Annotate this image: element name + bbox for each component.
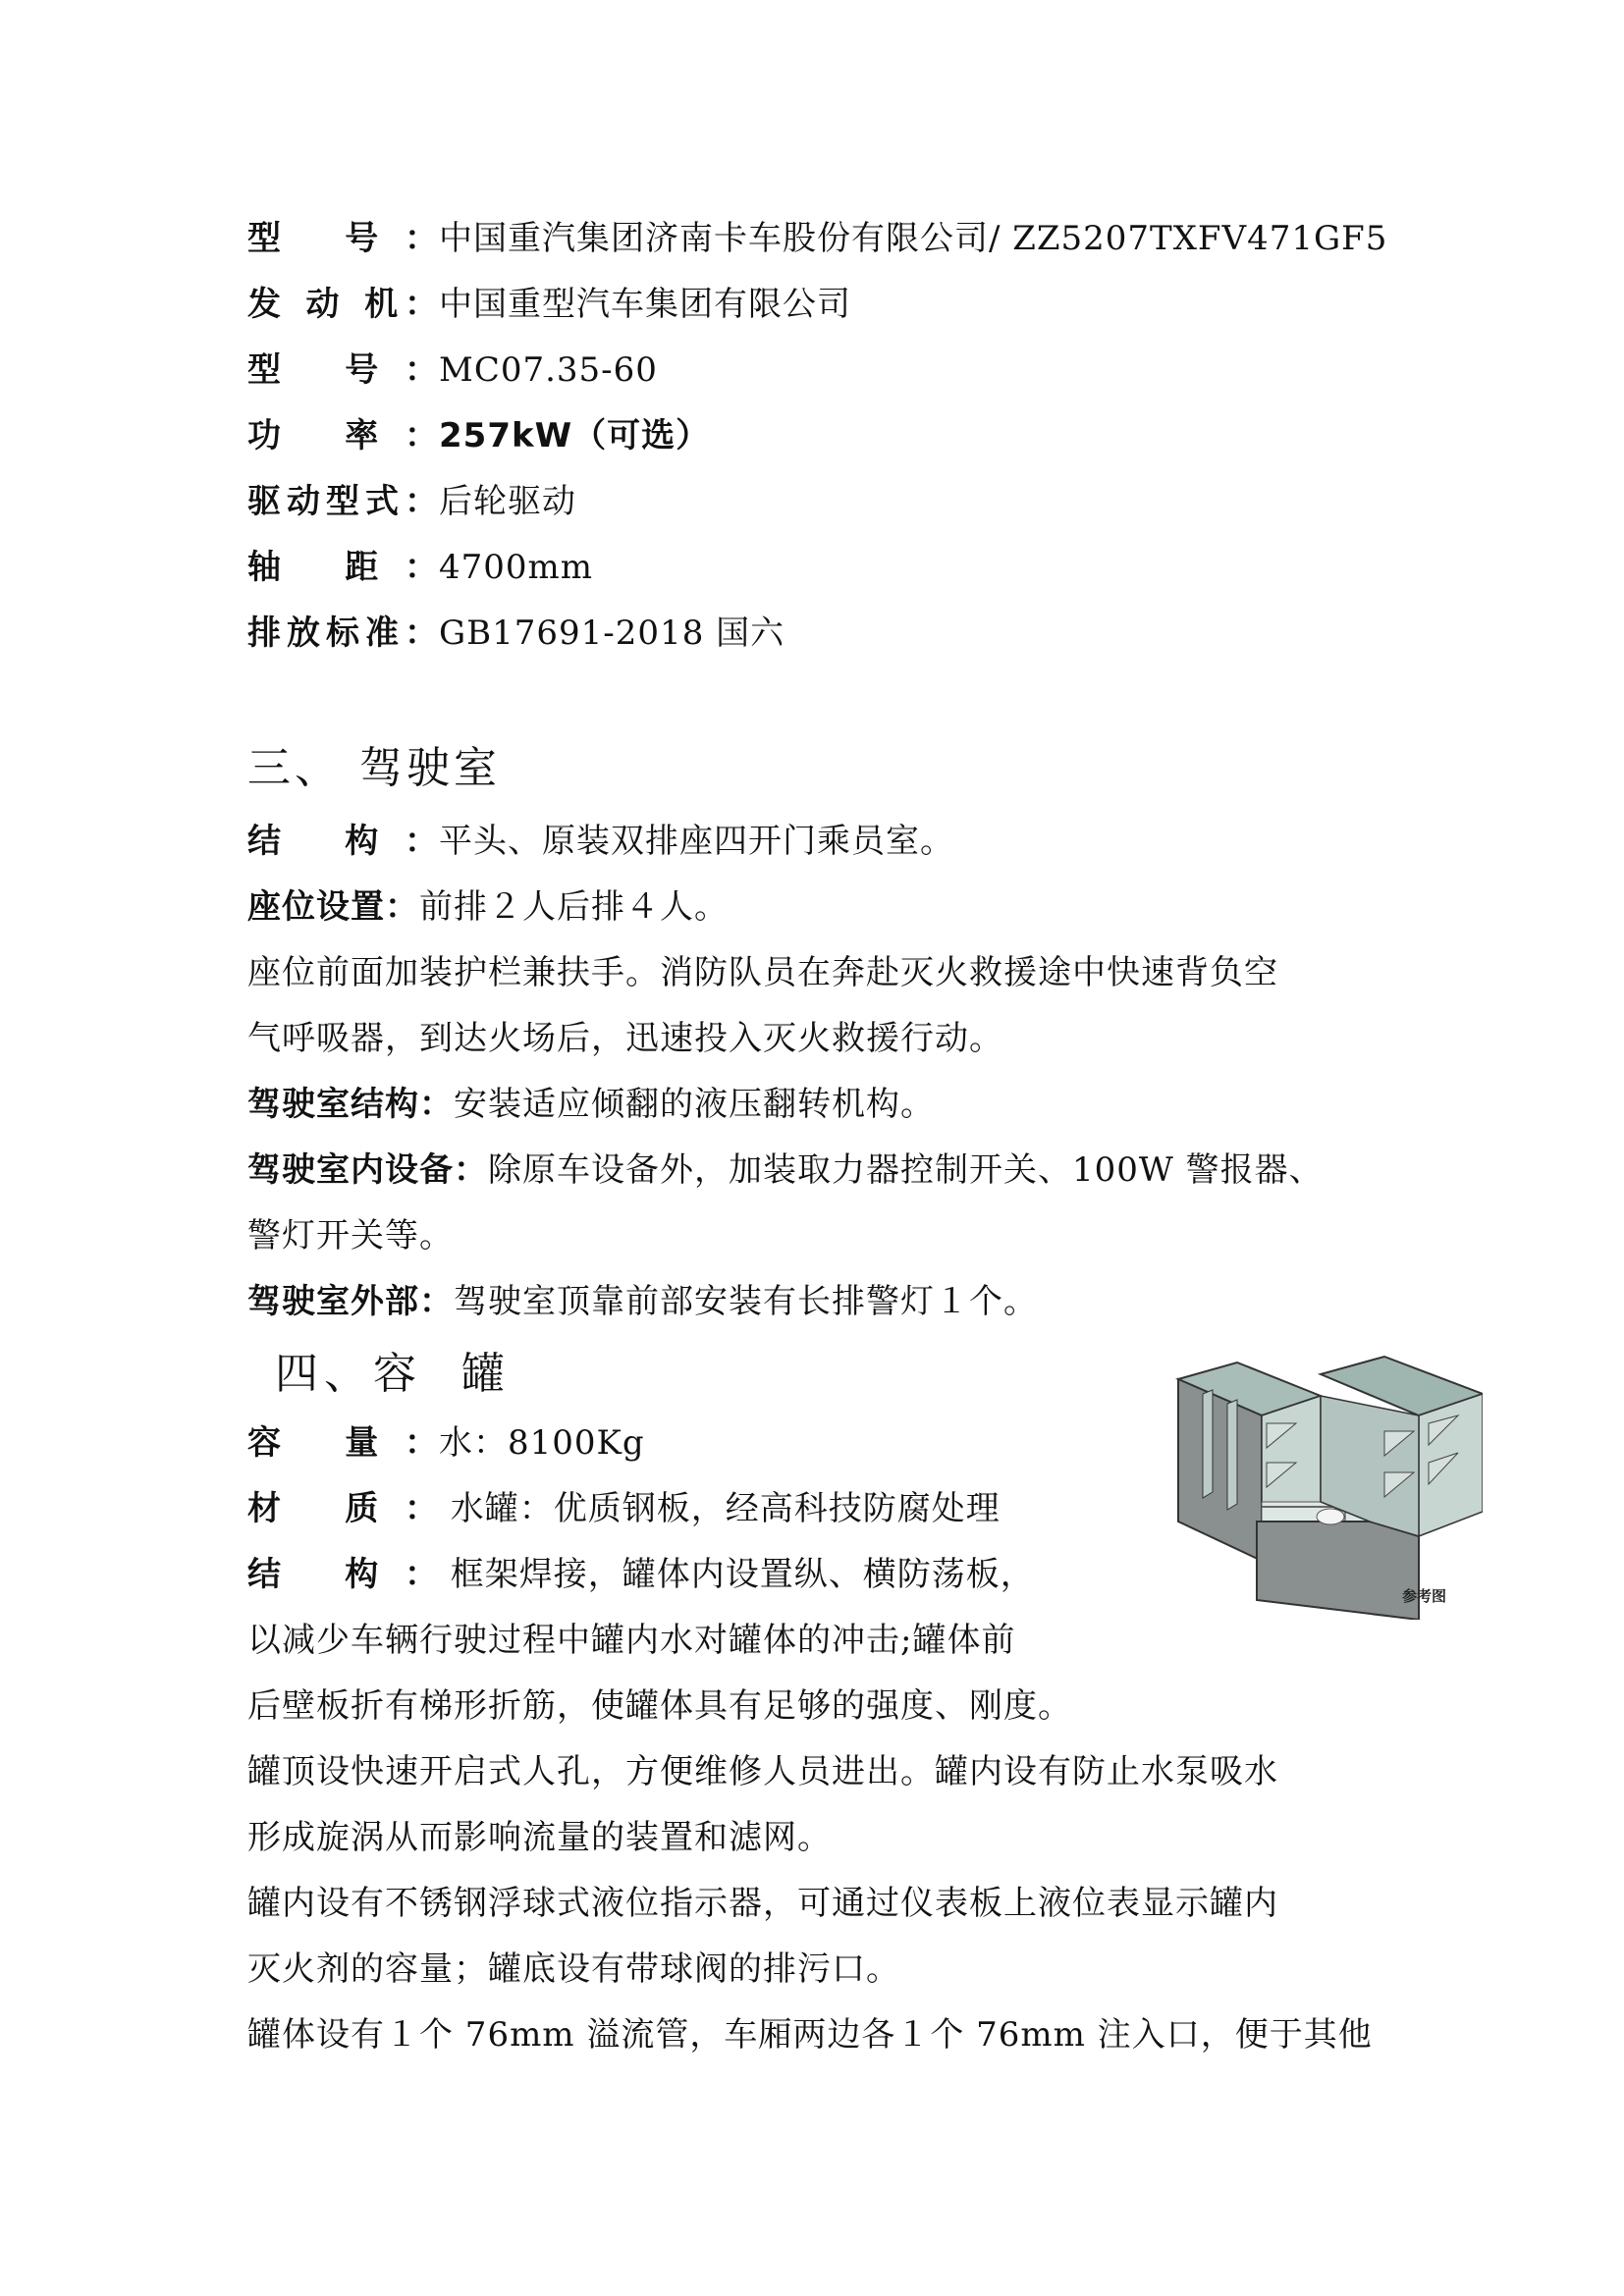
paragraph-line: 以减少车辆行驶过程中罐内水对罐体的冲击;罐体前: [247, 1621, 1016, 1660]
spec-value: 4700mm: [439, 548, 594, 587]
spec-label: 驱动型式：: [247, 482, 439, 521]
cab-equipment-label: 驾驶室内设备：: [247, 1150, 488, 1190]
tank-frame-illustration: [1173, 1355, 1483, 1620]
cab-mechanism-row: [247, 1082, 935, 1127]
spec-row-wheelbase: [247, 545, 593, 590]
seats-label: 座位设置：: [247, 887, 419, 927]
spec-label: 功 率：: [247, 416, 439, 455]
paragraph-line: 罐内设有不锈钢浮球式液位指示器，可通过仪表板上液位表显示罐内: [247, 1884, 1278, 1923]
spec-value: 框架焊接，罐体内设置纵、横防荡板，: [439, 1555, 1035, 1594]
cab-mechanism-label: 驾驶室结构：: [247, 1085, 454, 1124]
spec-value: 水罐：优质钢板，经高科技防腐处理: [439, 1489, 1001, 1528]
spec-row-model: [247, 216, 1387, 261]
paragraph-line: 灭火剂的容量；罐底设有带球阀的排污口。: [247, 1949, 900, 1989]
cab-exterior-row: [247, 1279, 1038, 1324]
seats-value: 前排２人后排４人。: [419, 887, 729, 927]
tank-structure-row: [247, 1552, 1035, 1597]
spec-value: 257kW（可选）: [439, 416, 711, 455]
cab-equipment-row: [247, 1148, 1324, 1193]
spec-value: 后轮驱动: [439, 482, 576, 521]
spec-value: 平头、原装双排座四开门乘员室。: [439, 822, 954, 861]
spec-value: GB17691-2018 国六: [439, 614, 785, 653]
spec-row-engine: [247, 282, 851, 327]
spec-label: 排放标准：: [247, 614, 439, 653]
paragraph-line: 警灯开关等。: [247, 1216, 454, 1255]
paragraph-line: 罐顶设快速开启式人孔，方便维修人员进出。罐内设有防止水泵吸水: [247, 1752, 1278, 1791]
paragraph-line: 后壁板折有梯形折筋，使罐体具有足够的强度、刚度。: [247, 1686, 1072, 1726]
spec-label: 材 质：: [247, 1489, 439, 1528]
spec-value: 水：8100Kg: [439, 1423, 645, 1463]
spec-label: 容 量：: [247, 1423, 439, 1463]
tank-capacity-row: [247, 1420, 645, 1466]
spec-row-power: [247, 413, 710, 458]
spec-value: MC07.35-60: [439, 350, 658, 390]
section-heading-cab: 三、 驾驶室: [247, 743, 501, 793]
spec-label: 型 号：: [247, 219, 439, 258]
tank-material-row: [247, 1486, 1001, 1531]
section-heading-tank: 四、容 罐: [275, 1349, 511, 1399]
spec-row-engine-model: [247, 347, 658, 393]
spec-label: 轴 距：: [247, 548, 439, 587]
paragraph-line: 形成旋涡从而影响流量的装置和滤网。: [247, 1818, 832, 1857]
paragraph-line: 罐体设有１个 76mm 溢流管，车厢两边各１个 76mm 注入口，便于其他: [247, 2015, 1373, 2055]
cab-mechanism-value: 安装适应倾翻的液压翻转机构。: [454, 1085, 935, 1124]
spec-value: 中国重型汽车集团有限公司: [439, 285, 851, 324]
seats-row: [247, 884, 729, 930]
cab-exterior-value: 驾驶室顶靠前部安装有长排警灯１个。: [454, 1282, 1038, 1321]
spec-value: 中国重汽集团济南卡车股份有限公司/ ZZ5207TXFV471GF5: [439, 219, 1388, 258]
spec-label: 发 动 机：: [247, 285, 439, 324]
spec-row-emission: [247, 611, 785, 656]
cab-exterior-label: 驾驶室外部：: [247, 1282, 454, 1321]
paragraph-line: 气呼吸器，到达火场后，迅速投入灭火救援行动。: [247, 1019, 1003, 1058]
spec-label: 结 构：: [247, 822, 439, 861]
paragraph-line: 座位前面加装护栏兼扶手。消防队员在奔赴灭火救援途中快速背负空: [247, 953, 1278, 992]
spec-label: 结 构：: [247, 1555, 439, 1594]
figure-caption: 参考图: [1402, 1587, 1447, 1605]
spec-label: 型 号：: [247, 350, 439, 390]
spec-row-drive: [247, 479, 576, 524]
cab-equipment-value: 除原车设备外，加装取力器控制开关、100W 警报器、: [488, 1150, 1324, 1190]
cab-structure-row: [247, 819, 954, 864]
